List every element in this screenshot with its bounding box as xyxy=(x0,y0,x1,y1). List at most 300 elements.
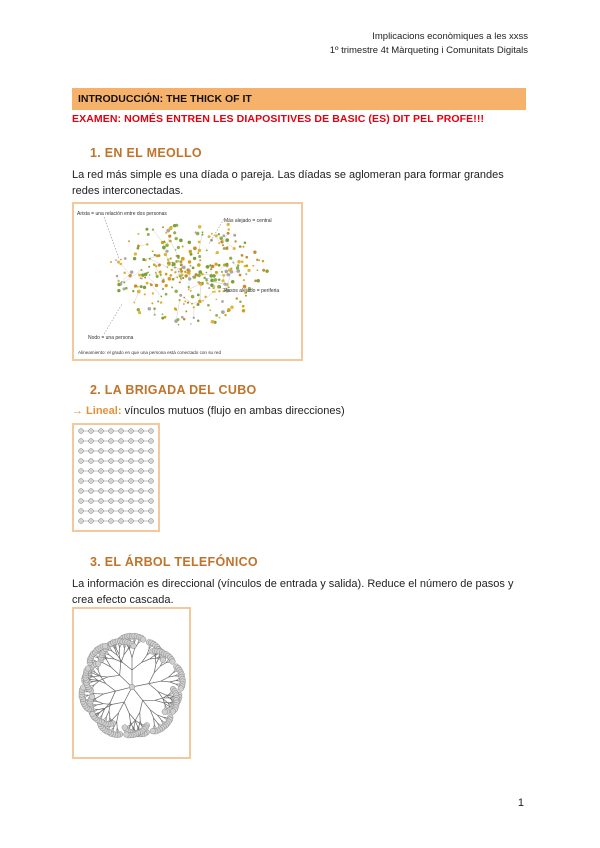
network-node xyxy=(140,285,143,288)
brigade-node xyxy=(99,469,104,474)
tree-link xyxy=(97,704,103,705)
network-node xyxy=(146,282,149,285)
brigade-node xyxy=(149,439,154,444)
lineal-line xyxy=(72,405,345,417)
tree-link xyxy=(139,721,140,727)
network-node xyxy=(231,280,235,284)
brigade-node xyxy=(129,519,134,524)
network-node xyxy=(130,270,134,274)
network-node xyxy=(137,233,139,235)
brigade-node xyxy=(149,499,154,504)
tree-link xyxy=(120,663,121,675)
network-node xyxy=(117,280,119,282)
brigade-node xyxy=(149,489,154,494)
network-node xyxy=(232,262,234,264)
network-node xyxy=(198,241,201,244)
network-node xyxy=(256,259,258,261)
brigade-node xyxy=(149,469,154,474)
section-text-arbol: La información es direccional (vínculos de entrada y salida). Reduce el número de pasos y crea efecto cascada. xyxy=(72,578,514,606)
bucket-grid xyxy=(74,425,158,530)
network-node xyxy=(183,318,186,321)
network-node xyxy=(162,313,164,315)
network-node xyxy=(123,281,125,283)
tree-link xyxy=(106,711,109,717)
brigade-node xyxy=(139,519,144,524)
network-node xyxy=(198,249,201,252)
brigade-node xyxy=(109,459,114,464)
network-node xyxy=(215,234,218,237)
network-node xyxy=(133,302,135,304)
network-node xyxy=(168,235,171,238)
network-node xyxy=(180,263,183,266)
brigade-node xyxy=(139,429,144,434)
network-node xyxy=(137,245,140,248)
network-node xyxy=(132,290,134,292)
network-node xyxy=(178,324,180,326)
brigade-node xyxy=(149,459,154,464)
tree-link xyxy=(156,658,159,664)
network-node xyxy=(239,245,241,247)
network-node xyxy=(221,300,224,303)
network-node xyxy=(245,264,248,267)
tree-link xyxy=(130,649,132,657)
network-node xyxy=(208,287,210,289)
brigade-node xyxy=(139,479,144,484)
network-node xyxy=(253,251,256,254)
label-nodo: Nodo = una persona xyxy=(88,335,134,341)
network-node xyxy=(123,272,126,275)
network-node xyxy=(229,257,232,260)
network-node xyxy=(155,265,157,267)
network-node xyxy=(174,271,176,273)
tree-link xyxy=(149,684,158,692)
network-node xyxy=(169,227,173,231)
brigade-node xyxy=(139,469,144,474)
tree-link xyxy=(169,681,175,682)
network-node xyxy=(215,271,218,274)
network-node xyxy=(210,268,212,270)
tree-leaf-node xyxy=(89,694,95,700)
network-node xyxy=(155,272,157,274)
network-diagram xyxy=(72,202,303,361)
network-node xyxy=(218,264,221,267)
network-node xyxy=(179,281,181,283)
network-node xyxy=(128,240,130,242)
network-node xyxy=(211,265,215,269)
header-course-title: Implicacions econòmiques a les xxss xyxy=(372,31,528,42)
network-node xyxy=(222,274,225,277)
network-node xyxy=(110,261,112,263)
brigade-node xyxy=(149,479,154,484)
network-node xyxy=(133,257,136,260)
network-node xyxy=(197,252,199,254)
tree-link xyxy=(122,662,132,670)
network-node xyxy=(162,226,164,228)
tree-link xyxy=(149,673,155,684)
network-node xyxy=(252,265,254,267)
brigade-node xyxy=(129,499,134,504)
label-central: Más alejado = central xyxy=(224,218,272,224)
brigade-node xyxy=(79,439,84,444)
network-node xyxy=(245,295,247,297)
network-node xyxy=(196,303,199,306)
network-node xyxy=(227,232,230,235)
network-node xyxy=(197,263,201,267)
phone-tree xyxy=(74,609,189,757)
brigade-node xyxy=(79,469,84,474)
network-node xyxy=(218,242,220,244)
network-node xyxy=(148,266,150,268)
network-node xyxy=(198,225,201,228)
brigade-node xyxy=(139,499,144,504)
brigade-node xyxy=(109,509,114,514)
network-node xyxy=(191,295,195,299)
network-node xyxy=(150,284,153,287)
tree-link xyxy=(96,694,104,698)
network-node xyxy=(167,266,169,268)
network-node xyxy=(227,228,230,231)
network-node xyxy=(179,260,182,263)
network-node xyxy=(169,240,172,243)
network-node xyxy=(214,291,216,293)
network-node xyxy=(239,274,242,277)
network-node xyxy=(146,243,148,245)
network-node xyxy=(188,288,190,290)
network-node xyxy=(116,275,119,278)
network-node xyxy=(149,258,151,260)
network-node xyxy=(181,257,185,261)
network-node xyxy=(129,274,132,277)
tree-link xyxy=(161,681,170,682)
tree-leaf-node xyxy=(160,657,166,663)
network-node xyxy=(190,290,192,292)
network-node xyxy=(172,262,176,266)
network-node xyxy=(165,293,168,296)
tree-link xyxy=(119,702,125,713)
network-node xyxy=(182,245,184,247)
network-node xyxy=(147,233,150,236)
network-node xyxy=(197,294,200,297)
network-node xyxy=(237,269,241,273)
network-node xyxy=(121,281,123,283)
tree-leaf-node xyxy=(170,709,176,715)
network-node xyxy=(222,234,225,237)
network-node xyxy=(176,318,179,321)
network-node xyxy=(147,271,149,273)
network-node xyxy=(174,307,177,310)
brigade-node xyxy=(99,509,104,514)
network-node xyxy=(198,300,202,304)
label-alineamiento: Alineamiento: el grado en que una persona está conectado con su red xyxy=(78,350,222,355)
network-node xyxy=(199,259,201,261)
tree-leaf-node xyxy=(122,725,128,731)
tree-leaf-node xyxy=(95,661,101,667)
network-node xyxy=(179,299,181,301)
brigade-node xyxy=(79,499,84,504)
tree-leaf-node xyxy=(162,709,168,715)
brigade-node xyxy=(119,509,124,514)
brigade-node xyxy=(99,459,104,464)
network-node xyxy=(162,246,166,250)
network-node xyxy=(177,246,180,249)
tree-link xyxy=(149,681,161,683)
network-node xyxy=(176,277,178,279)
brigade-node xyxy=(99,449,104,454)
network-node xyxy=(245,256,248,259)
network-node xyxy=(144,277,146,279)
network-node xyxy=(165,284,168,287)
brigade-node xyxy=(119,469,124,474)
network-node xyxy=(236,266,239,269)
network-node xyxy=(218,290,220,292)
network-node xyxy=(265,270,268,273)
brigade-node xyxy=(119,449,124,454)
network-node xyxy=(160,274,162,276)
network-node xyxy=(181,316,184,319)
tree-link xyxy=(140,700,143,712)
network-node xyxy=(172,278,174,280)
network-node xyxy=(171,286,173,288)
network-node xyxy=(227,273,230,276)
network-node xyxy=(242,246,244,248)
tree-link xyxy=(112,702,124,704)
network-node xyxy=(184,300,186,302)
lineal-text: vínculos mutuos (flujo en ambas direcciones) xyxy=(124,405,345,417)
brigade-node xyxy=(79,519,84,524)
network-node xyxy=(262,260,264,262)
network-node xyxy=(225,263,228,266)
network-node xyxy=(224,314,226,316)
network-node xyxy=(144,273,148,277)
brigade-node xyxy=(99,479,104,484)
brigade-node xyxy=(89,469,94,474)
tree-link xyxy=(119,648,120,654)
network-node xyxy=(145,228,148,231)
network-node xyxy=(169,274,172,277)
brigade-node xyxy=(129,449,134,454)
network-node xyxy=(160,301,163,304)
network-node xyxy=(210,279,213,282)
brigade-node xyxy=(99,439,104,444)
brigade-node xyxy=(119,489,124,494)
exam-note: EXAMEN: NOMÉS ENTREN LES DIAPOSITIVES DE BASIC (ES) DIT PEL PROFE!!! xyxy=(72,113,485,125)
tree-link xyxy=(110,691,115,702)
network-node xyxy=(218,317,220,319)
brigade-node xyxy=(119,429,124,434)
tree-link xyxy=(103,704,112,705)
network-node xyxy=(215,314,218,317)
network-node xyxy=(262,269,265,272)
network-node xyxy=(244,242,247,245)
tree-link xyxy=(132,649,134,657)
network-node xyxy=(180,273,183,276)
network-node xyxy=(221,271,223,273)
network-node xyxy=(241,254,244,257)
network-node xyxy=(165,244,169,248)
brigade-node xyxy=(109,489,114,494)
network-node xyxy=(117,261,120,264)
brigade-node xyxy=(109,469,114,474)
phone-tree-diagram xyxy=(72,607,191,759)
brigade-node xyxy=(129,479,134,484)
network-node xyxy=(124,257,127,260)
brigade-node xyxy=(79,509,84,514)
network-node xyxy=(245,273,247,275)
network-node xyxy=(254,280,257,283)
network-node xyxy=(225,238,229,242)
network-node xyxy=(247,269,250,272)
brigade-node xyxy=(79,449,84,454)
network-node xyxy=(141,278,143,280)
tree-link xyxy=(130,722,131,728)
intro-banner: INTRODUCCIÓN: THE THICK OF IT xyxy=(72,88,526,110)
lineal-label: → Lineal: xyxy=(72,405,122,417)
network-node xyxy=(202,231,204,233)
network-node xyxy=(161,317,164,320)
brigade-node xyxy=(99,519,104,524)
network-node xyxy=(185,310,187,312)
brigade-node xyxy=(139,509,144,514)
network-node xyxy=(170,257,172,259)
tree-leaf-node xyxy=(102,643,108,649)
network-node xyxy=(148,307,152,311)
brigade-node xyxy=(109,439,114,444)
network-node xyxy=(192,267,195,270)
tree-link xyxy=(108,675,120,677)
network-node xyxy=(189,250,193,254)
network-node xyxy=(134,252,137,255)
network-node xyxy=(234,240,236,242)
brigade-node xyxy=(109,429,114,434)
network-node xyxy=(115,259,117,261)
brigade-node xyxy=(89,459,94,464)
network-node xyxy=(256,279,260,283)
tree-link xyxy=(155,698,163,700)
network-node xyxy=(188,277,191,280)
network-node xyxy=(190,323,192,325)
brigade-node xyxy=(129,469,134,474)
network-node xyxy=(175,237,178,240)
brigade-node xyxy=(89,489,94,494)
network-node xyxy=(159,271,162,274)
network-node xyxy=(152,228,154,230)
network-node xyxy=(180,279,182,281)
network-node xyxy=(257,269,259,271)
network-node xyxy=(237,260,241,264)
network-node xyxy=(179,294,182,297)
network-node xyxy=(218,233,220,235)
network-node xyxy=(149,274,151,276)
network-node xyxy=(163,240,165,242)
brigade-node xyxy=(89,499,94,504)
network-node xyxy=(206,249,208,251)
network-node xyxy=(219,236,223,240)
brigade-node xyxy=(139,449,144,454)
network-node xyxy=(223,247,226,250)
brigade-node xyxy=(89,429,94,434)
network-node xyxy=(176,255,178,257)
tree-link xyxy=(155,658,156,664)
network-node xyxy=(158,264,161,267)
network-node xyxy=(182,277,184,279)
network-node xyxy=(193,317,195,319)
tree-leaf-node xyxy=(90,711,96,717)
network-node xyxy=(207,304,210,307)
network-node xyxy=(174,267,176,269)
brigade-node xyxy=(119,519,124,524)
network-node xyxy=(197,320,200,323)
brigade-node xyxy=(119,499,124,504)
network-node xyxy=(120,259,122,261)
section-text-meollo: La red más simple es una díada o pareja. Las díadas se aglomeran para formar grandes redes interconectadas. xyxy=(72,169,504,197)
network-node xyxy=(198,255,201,258)
network-node xyxy=(193,306,195,308)
network-node xyxy=(155,273,157,275)
tree-link xyxy=(161,677,169,681)
brigade-node xyxy=(109,499,114,504)
network-node xyxy=(155,284,158,287)
network-node xyxy=(117,289,120,292)
network-node xyxy=(190,265,192,267)
network-node xyxy=(137,308,140,311)
network-node xyxy=(175,249,177,251)
network-node xyxy=(227,310,229,312)
brigade-node xyxy=(79,459,84,464)
network-node xyxy=(211,233,213,235)
tree-link xyxy=(132,662,142,670)
network-node xyxy=(154,254,156,256)
network-node xyxy=(188,241,191,244)
network-node xyxy=(214,263,217,266)
network-node xyxy=(209,309,211,311)
network-node xyxy=(218,279,220,281)
network-node xyxy=(222,244,224,246)
section-heading-arbol: 3. EL ÁRBOL TELEFÓNICO xyxy=(90,555,258,569)
brigade-node xyxy=(109,479,114,484)
network-node xyxy=(153,263,156,266)
network-node xyxy=(193,246,197,250)
network-node xyxy=(171,269,174,272)
network-node xyxy=(177,260,179,262)
brigade-node xyxy=(99,489,104,494)
section-heading-meollo: 1. EN EL MEOLLO xyxy=(90,146,202,160)
network-node xyxy=(162,280,165,283)
tree-link xyxy=(143,700,151,710)
network-node xyxy=(153,307,155,309)
network-node xyxy=(125,287,128,290)
network-node xyxy=(143,286,146,289)
bucket-brigade-diagram xyxy=(72,423,160,532)
network-node xyxy=(144,293,146,295)
tree-link xyxy=(124,702,129,713)
page-number: 1 xyxy=(517,797,524,809)
network-node xyxy=(230,305,233,308)
brigade-node xyxy=(79,489,84,494)
network-node xyxy=(205,279,207,281)
network-node xyxy=(206,272,208,274)
network-node xyxy=(233,247,236,250)
network-node xyxy=(187,301,189,303)
network-node xyxy=(202,234,204,236)
brigade-node xyxy=(139,459,144,464)
network-node xyxy=(242,305,245,308)
brigade-node xyxy=(89,439,94,444)
network-node xyxy=(221,310,225,314)
network-node xyxy=(142,258,145,261)
network-node xyxy=(183,303,185,305)
network-node xyxy=(195,231,197,233)
brigade-node xyxy=(139,489,144,494)
